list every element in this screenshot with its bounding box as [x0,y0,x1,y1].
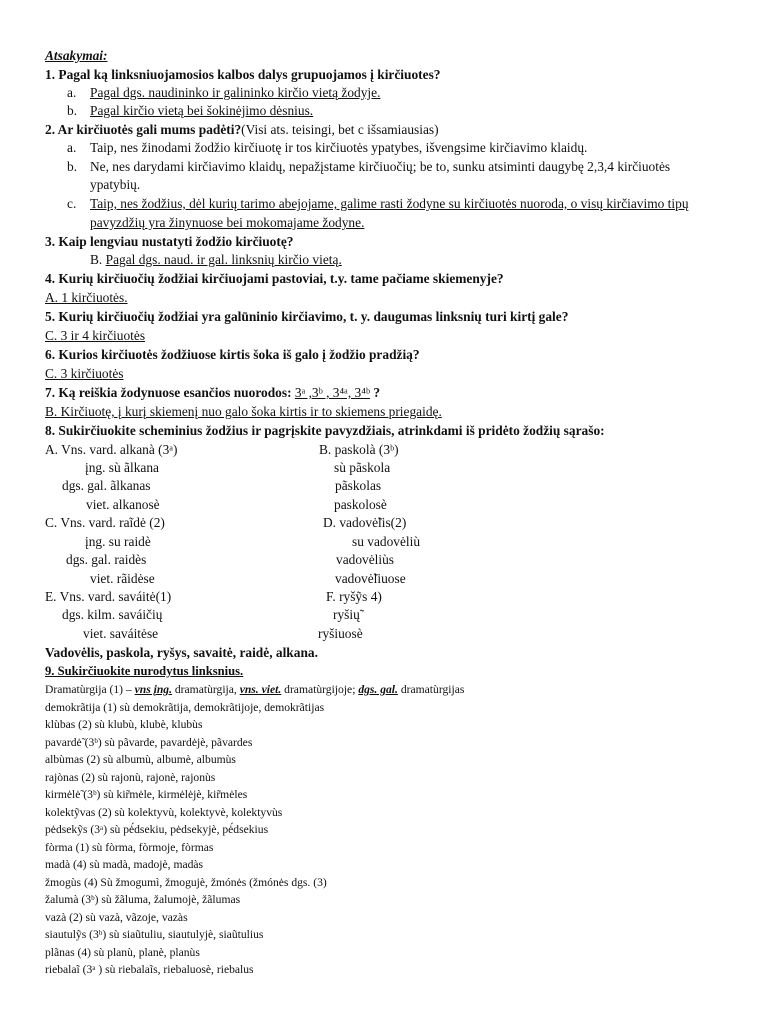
option-1b: Pagal kirčio vietą bei šokinėjimo dėsnius. [90,103,314,118]
option-2b-line2: ypatybių. [90,177,141,192]
q9-line: pėdsekỹs (3ᵃ) sù pė́dsekiu, pėdsekyjè, pė́dsekius [45,823,269,836]
question-7-tail: ? [370,385,381,400]
q8-d-viet: vadovė̃liuose [335,571,406,586]
q9-form: dramatùrgijas [397,683,465,696]
q9-word: Dramatùrgija (1) – [45,683,135,696]
q9-line: madà (4) sù madà, madojè, madàs [45,858,204,871]
option-2b-line1: Ne, nes darydami kirčiavimo klaidų, nepažįstame kirčiuočių; be to, sunku atsiminti daugybę 2,3,4 kirčiuotės [90,159,671,174]
q9-line: demokrãtija (1) sù demokrãtija, demokrãtijoje, demokrãtijas [45,701,325,714]
question-6: 6. Kurios kirčiuotės žodžiuose kirtis šoka iš galo į žodžio pradžią? [45,347,420,362]
q9-line: plãnas (4) sù planù, planè, planùs [45,946,200,959]
q9-line: riebalaĩ (3ᵃ ) sù riebalaĩs, riebaluosè, riebalus [45,963,254,976]
option-1a: Pagal dgs. naudininko ir galininko kirčio vietą žodyje. [90,85,381,100]
answer-3 [90,251,342,268]
q9-form: dramatùrgija, [171,683,240,696]
q9-line: klùbas (2) sù klubù, klubè, klubùs [45,718,203,731]
option-2a: Taip, nes žinodami žodžio kirčiuotę ir tos kirčiuotės ypatybes, išvengsime kirčiavimo klaidų. [90,140,588,155]
question-1: 1. Pagal ką linksniuojamosios kalbos dalys grupuojamos į kirčiuotes? [45,67,441,82]
q9-line: siautulỹs (3ᵇ) sù siaũtuliu, siautulyjè, siaũtulius [45,928,264,941]
q9-case-label: dgs. gal. [358,683,398,696]
q9-form: dramatùrgijoje; [281,683,359,696]
question-7-text: 7. Ką reiškia žodynuose esančios nuorodos: [45,385,295,400]
option-2c-letter: c. [67,196,77,211]
question-9: 9. Sukirčiuokite nurodytus linksnius. [45,664,244,678]
question-4: 4. Kurių kirčiuočių žodžiai kirčiuojami pastoviai, t.y. tame pačiame skiemenyje? [45,271,504,286]
q9-line: kolektỹvas (2) sù kolektyvù, kolektyvè, kolektyvùs [45,806,283,819]
option-2b-letter: b. [67,159,78,174]
q8-answer: Vadovėlis, paskola, ryšys, savaitė, raidė, alkana. [45,645,318,660]
q8-a-title: A. Vns. vard. alkanà (3ᵃ) [45,442,178,457]
q8-c-ing: įng. su raidè [85,534,151,549]
question-2: 2. Ar kirčiuotės gali mums padėti? [45,122,242,137]
answer-7: B. Kirčiuotę, į kurį skiemenį nuo galo šoka kirtis ir to skiemens priegaidę. [45,404,442,419]
q8-e-viet: viet. saváitėse [83,626,159,641]
q9-line: albùmas (2) sù albumù, albumè, albumùs [45,753,236,766]
q9-line: vazà (2) sù vazà, vãzoje, vazàs [45,911,188,924]
q9-line: žalumà (3ᵇ) sù žãluma, žalumojè, žãlumas [45,893,241,906]
answer-3-prefix: B. [90,252,106,267]
answer-6: C. 3 kirčiuotės [45,366,124,381]
option-2c-line2: pavyzdžių yra žinynuose bei mokomajame žodyne. [90,215,365,230]
option-2a-letter: a. [67,140,77,155]
q8-c-title: C. Vns. vard. raĩdė (2) [45,515,165,530]
q8-d-dgs-gal: vadovėliùs [336,552,395,567]
q8-f-title: F. ryšỹs 4) [326,589,382,604]
q8-f-kilm: ryšių̃ [333,607,360,622]
page-title: Atsakymai: [45,48,108,63]
q9-line-1 [45,681,464,698]
q8-b-title: B. paskolà (3ᵇ) [319,442,399,457]
answer-3-text: Pagal dgs. naud. ir gal. linksnių kirčio vietą. [105,252,342,267]
q9-line: žmogùs (4) Sù žmogumì, žmogujè, žmónės (žmónės dgs. (3) [45,876,327,889]
answer-4: A. 1 kirčiuotės. [45,290,128,305]
q9-line: fòrma (1) sù fòrma, fòrmoje, fòrmas [45,841,214,854]
q9-line: kirmėlė̃ (3ᵇ) sù kir̃mėle, kirmėlėjè, kir̃mėles [45,788,248,801]
q9-case-label: vns. viet. [239,683,282,696]
q8-b-ing: sù pãskola [334,460,391,475]
q8-d-title: D. vadovė̃lis(2) [323,515,407,530]
question-7 [45,384,380,401]
q8-b-viet: paskolosè [334,497,387,512]
q8-a-ing: įng. sù ãlkana [85,460,160,475]
question-5: 5. Kurių kirčiuočių žodžiai yra galūninio kirčiavimo, t. y. daugumas linksnių turi kirtį gale? [45,309,569,324]
q9-line: pavardė̃ (3ᵇ) sù pãvarde, pavardėjè, pãvardes [45,736,253,749]
answer-5: C. 3 ir 4 kirčiuotės [45,328,146,343]
q8-a-dgs-gal: dgs. gal. ãlkanas [62,478,151,493]
question-2-line [45,121,439,138]
option-1a-letter: a. [67,85,77,100]
q8-e-dgs-kilm: dgs. kilm. saváičių [62,607,163,622]
q8-c-dgs-gal: dgs. gal. raidès [66,552,147,567]
q9-line: rajònas (2) sù rajonù, rajonè, rajonùs [45,771,216,784]
option-2c-line1: Taip, nes žodžius, dėl kurių tarimo abejojame, galime rasti žodyne su kirčiuotės nuoroda, o visų kirčiavimo tipų [90,196,689,211]
option-1b-letter: b. [67,103,78,118]
q8-d-ing: su vadovėliù [352,534,421,549]
q9-case-label: vns įng. [134,683,172,696]
question-7-codes: 3ᵃ ,3ᵇ , 3⁴ᵃ, 3⁴ᵇ [294,385,371,400]
q8-b-dgs-gal: pãskolas [335,478,382,493]
question-3: 3. Kaip lengviau nustatyti žodžio kirčiuotę? [45,234,294,249]
q8-a-viet: viet. alkanosè [86,497,160,512]
q8-c-viet: viet. rãidėse [90,571,155,586]
q8-e-title: E. Vns. vard. saváitė(1) [45,589,172,604]
q8-f-viet: ryšiuosè [318,626,363,641]
question-2-note: (Visi ats. teisingi, bet c išsamiausias) [241,122,439,137]
question-8: 8. Sukirčiuokite scheminius žodžius ir pagrįskite pavyzdžiais, atrinkdami iš pridėto žodžių sąrašo: [45,423,605,438]
